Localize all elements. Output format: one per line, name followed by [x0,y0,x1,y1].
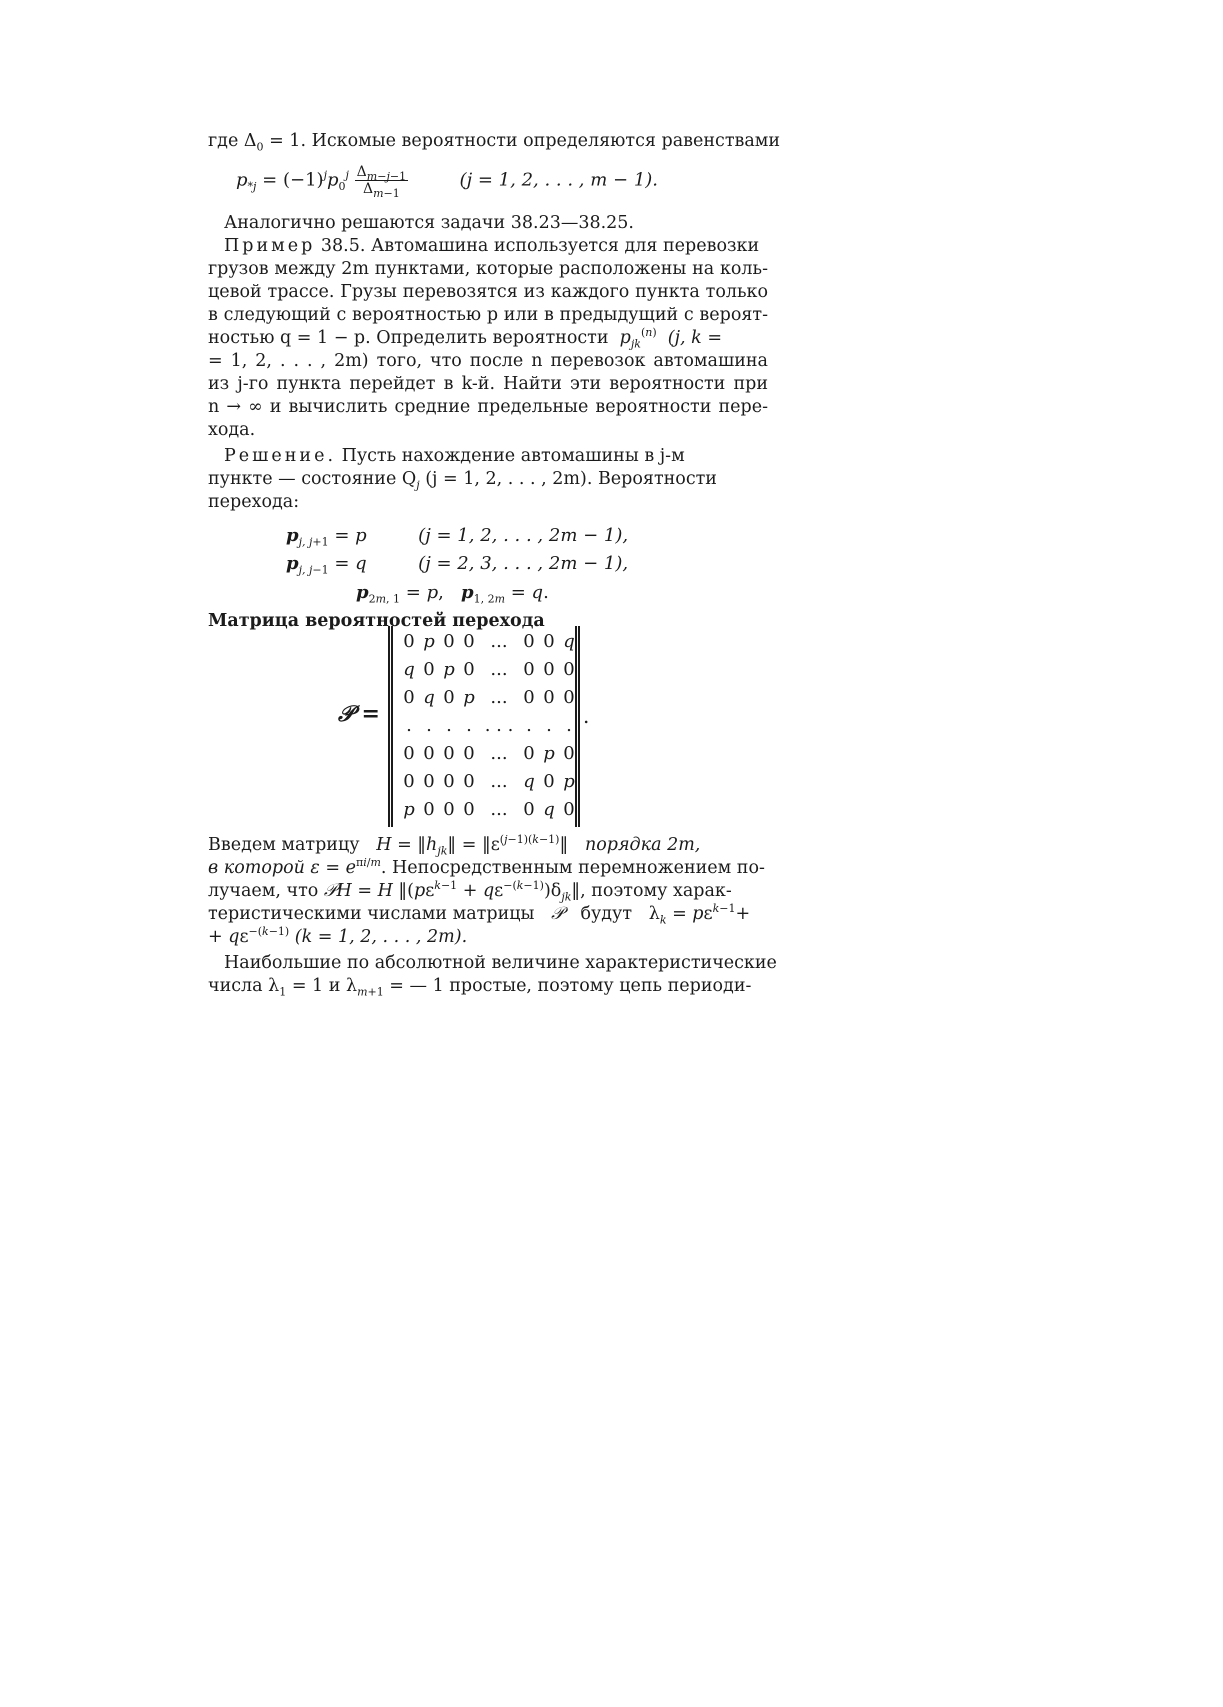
text-line-e9: хода. [208,420,256,440]
text-line-e8: n → ∞ и вычислить средние предельные вероятности пере- [208,397,768,417]
matrix-cell: 0 [423,799,435,820]
text-fragment: числа λ [208,976,280,996]
matrix-cell: p [543,743,555,764]
matrix-cell: p [443,659,455,680]
matrix-cell: 0 [403,631,415,652]
matrix-cell: q [423,687,435,708]
text-fragment: порядка 2m, [584,835,701,855]
matrix-symbol: 𝒫 = [338,701,380,727]
matrix-row [399,630,575,653]
matrix-cell: . [426,715,432,736]
matrix-period: . [583,704,590,728]
text-fragment: (k = 1, 2, . . . , 2m). [294,927,468,947]
formula-forward: $p_{j, j+1} = p$ (j = 1, 2, . . . , 2m − 1), [286,525,629,549]
text-line-s3: перехода: [208,492,300,512]
matrix-cell: 0 [523,687,535,708]
matrix-cell: 0 [543,659,555,680]
matrix-row [399,686,575,709]
matrix-cell: . [466,715,472,736]
matrix-cell: 0 [523,631,535,652]
text-line-f2: числа $\lambda_1 = 1$ и $\lambda_{m+1}$ = — 1 простые, поэтому цепь периоди- [208,976,752,999]
matrix-cell: 0 [563,659,575,680]
matrix-cell: ... [490,659,508,680]
text-fragment: . Непосредственным перемножением по- [380,858,765,878]
matrix-cell: 0 [403,771,415,792]
text-fragment: ностью q = 1 − p. Определить вероятности [208,328,609,348]
matrix-cell: 0 [563,743,575,764]
text-line-h3: лучаем, что 𝒫H = H $‖(p\varepsilon^{k-1}$ + $q\varepsilon^{-(k-1)})\delta_{jk}‖$, поэтому харак- [208,879,732,904]
matrix-cell: 0 [443,743,455,764]
matrix-cell: q [403,659,415,680]
text-line-e4: в следующий с вероятностью p или в предыдущий с вероят- [208,305,768,325]
matrix-cell: 0 [543,631,555,652]
matrix-cell: 0 [563,799,575,820]
matrix-cell: 0 [443,631,455,652]
matrix-cell: q [543,799,555,820]
matrix-body [388,626,580,827]
text-line-analog: Аналогично решаются задачи 38.23—38.25. [224,213,634,233]
text-fragment: лучаем, что [208,881,319,901]
matrix-cell: 0 [523,659,535,680]
formula-backward: $p_{j, j-1} = q$ (j = 2, 3, . . . , 2m − 1), [286,553,629,577]
matrix-cell: 0 [443,687,455,708]
text-fragment: теристическими числами матрицы [208,904,535,924]
text-line-h1: Введем матрицу $H = ‖h_{jk}‖$ = $‖\varepsilon^{(j-1)(k-1)}‖$ порядка 2m, [208,833,701,858]
matrix-cell: 0 [463,799,475,820]
example-label: Пример [224,236,316,256]
solution-label: Решение. [224,446,337,466]
matrix-cell: 0 [543,771,555,792]
matrix-row [399,714,571,737]
matrix-cell: ... [490,771,508,792]
matrix-cell: p [403,799,415,820]
text-fragment: (j, k = [667,328,722,348]
text-line-s2: пункте — состояние $Q_j$ (j = 1, 2, . . . , 2m). Вероятности [208,469,717,492]
text-line-e2: грузов между 2m пунктами, которые расположены на коль- [208,259,768,279]
matrix-row [399,742,575,765]
matrix-cell: ... [490,799,508,820]
formula-range: (j = 1, 2, . . . , m − 1). [459,169,659,191]
matrix-cell: 0 [463,631,475,652]
matrix-cell: 0 [563,687,575,708]
matrix-cell: 0 [403,743,415,764]
text-fragment: , поэтому харак- [580,881,732,901]
text-line-1: где $\Delta_0 = 1$. Искомые вероятности определяются равенствами [208,131,781,154]
text-line-h2: в которой $\varepsilon = e^{\pi i/m}$. Непосредственным перемножением по- [208,856,765,878]
text-line-h4: теристическими числами матрицы 𝒫 будут $\lambda_k = p\varepsilon^{k-1}+$ [208,902,751,927]
matrix-cell: 0 [463,743,475,764]
matrix-heading: Матрица вероятностей перехода [208,611,545,631]
formula-range: (j = 1, 2, . . . , 2m − 1), [418,525,629,546]
matrix-cell: 0 [443,771,455,792]
matrix-cell: 0 [463,659,475,680]
text-fragment: = 1. Искомые вероятности определяются равенствами [263,131,781,151]
matrix-cell: ... [490,687,508,708]
matrix-cell: . [406,715,412,736]
formula-p-star-j: $p_{*j} = (-1)^jp_0^j$ $\frac{\Delta_{m-j-1}}{\Delta_{m-1}}$ (j = 1, 2, . . . , m − 1). [236,164,659,200]
text-fragment: = — 1 простые, поэтому цепь периоди- [383,976,752,996]
text-line-example [224,235,768,258]
text-line-e6: = 1, 2, . . . , 2m) того, что после n перевозок автомашина [208,351,768,371]
text-fragment: будут [580,904,633,924]
matrix-cell: 0 [403,687,415,708]
matrix-cell: 0 [423,659,435,680]
matrix-cell: . . . [484,715,514,736]
text-fragment: 38.5. Автомашина используется для перевозки [315,236,760,256]
text-line-e3: цевой трассе. Грузы перевозятся из каждого пункта только [208,282,768,302]
matrix-cell: p [563,771,575,792]
text-fragment: (j = 1, 2, . . . , 2m). Вероятности [419,469,717,489]
matrix-row [399,658,575,681]
text-fragment: пункте — состояние Q [208,469,417,489]
matrix-row [399,770,575,793]
text-fragment: в которой ε = e [208,858,356,878]
matrix-cell: ... [490,743,508,764]
formula-wrap: $p_{2m, 1} = p$, $p_{1, 2m} = q$. [356,582,549,606]
matrix-cell: 0 [523,743,535,764]
matrix-cell: p [423,631,435,652]
matrix-cell: 0 [543,687,555,708]
matrix-cell: 0 [423,743,435,764]
matrix-cell: . [526,715,532,736]
matrix-cell: . [546,715,552,736]
text-line-h5: + $q\varepsilon^{-(k-1)}$ (k = 1, 2, . . . , 2m). [208,925,468,947]
matrix-cell: . [446,715,452,736]
matrix-cell: 0 [523,799,535,820]
matrix-cell: . [566,715,572,736]
text-line-solution [224,445,768,468]
text-line-e7: из j-го пункта перейдет в k-й. Найти эти вероятности при [208,374,768,394]
formula-range: (j = 2, 3, . . . , 2m − 1), [418,553,629,574]
text-fragment: где Δ [208,131,257,151]
text-fragment: = 1 и λ [286,976,358,996]
text-fragment: Введем матрицу [208,835,360,855]
matrix-cell: 0 [443,799,455,820]
text-fragment: Пусть нахождение автомашины в j-м [336,446,685,466]
text-line-e5: ностью q = 1 − p. Определить вероятности $p_{jk}^{(n)}$ (j, k = [208,326,722,351]
matrix-row [399,798,575,821]
matrix-cell: p [463,687,475,708]
matrix-cell: 0 [463,771,475,792]
matrix-cell: q [523,771,535,792]
matrix-cell: ... [490,631,508,652]
matrix-cell: q [563,631,575,652]
matrix-cell: 0 [423,771,435,792]
text-line-f1: Наибольшие по абсолютной величине характеристические [224,953,777,973]
